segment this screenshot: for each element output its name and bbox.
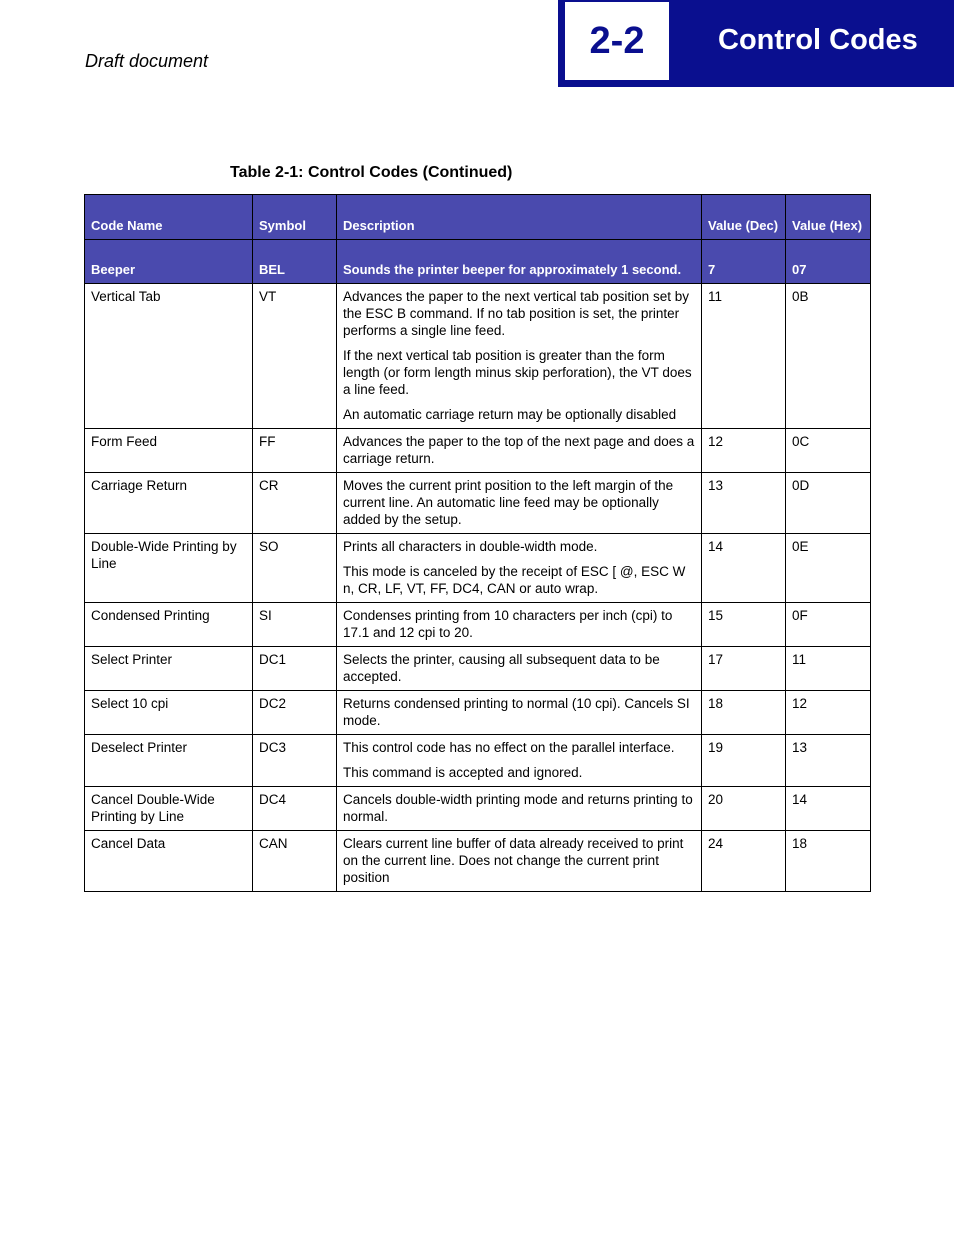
table-row [85,534,871,603]
cell-description [337,534,702,603]
description-paragraph: This mode is canceled by the receipt of ESC [ @, ESC W n, CR, LF, VT, FF, DC4, CAN or auto wrap. [343,564,686,596]
table-caption: Table 2-1: Control Codes (Continued) [230,164,513,181]
table-row [85,647,871,691]
cell-symbol: DC3 [253,735,337,787]
control-codes-table [84,194,871,892]
table-row-highlight [85,240,871,284]
column-header: Value (Hex) [786,195,871,240]
cell-value-hex: 14 [786,787,871,831]
cell-value-hex: 13 [786,735,871,787]
cell-symbol: VT [253,284,337,429]
description-paragraph: Advances the paper to the next vertical tab position set by the ESC B command. If no tab position is set, the printer performs a single line feed. [343,289,689,338]
description-paragraph: This command is accepted and ignored. [343,765,583,780]
cell-code-name: Select 10 cpi [85,691,253,735]
cell-value-dec: 13 [702,473,786,534]
cell-value-hex: 11 [786,647,871,691]
cell-value-hex: 0E [786,534,871,603]
cell-code-name: Vertical Tab [85,284,253,429]
description-paragraph: Clears current line buffer of data already received to print on the current line. Does not change the current print position [343,836,684,885]
cell-description [337,429,702,473]
cell-value-hex: 0C [786,429,871,473]
cell-symbol: CAN [253,831,337,892]
description-paragraph: Prints all characters in double-width mode. [343,539,598,554]
cell-code-name: Condensed Printing [85,603,253,647]
description-paragraph: Selects the printer, causing all subsequent data to be accepted. [343,652,660,684]
cell-symbol: SI [253,603,337,647]
cell-value-dec: 19 [702,735,786,787]
chapter-number: 2-2 [565,2,669,80]
table-row [85,831,871,892]
cell-value-hex: 12 [786,691,871,735]
cell-code-name: Carriage Return [85,473,253,534]
table-header-row [85,195,871,240]
cell-symbol: SO [253,534,337,603]
cell-value-dec: 24 [702,831,786,892]
description-paragraph: If the next vertical tab position is greater than the form length (or form length minus skip perforation), the VT does a line feed. [343,348,692,397]
description-paragraph: An automatic carriage return may be optionally disabled [343,407,677,422]
cell-code-name: Cancel Double-Wide Printing by Line [85,787,253,831]
cell-value-hex: 0B [786,284,871,429]
table-row [85,473,871,534]
cell-symbol: FF [253,429,337,473]
table-row [85,603,871,647]
description-paragraph: Cancels double-width printing mode and returns printing to normal. [343,792,693,824]
cell-description [337,787,702,831]
chapter-title: Control Codes [718,24,918,56]
cell-symbol: DC2 [253,691,337,735]
cell-code-name: Select Printer [85,647,253,691]
cell-value-dec: 15 [702,603,786,647]
description-paragraph: Returns condensed printing to normal (10 cpi). Cancels SI mode. [343,696,690,728]
cell-symbol: CR [253,473,337,534]
description-paragraph: Condenses printing from 10 characters per inch (cpi) to 17.1 and 12 cpi to 20. [343,608,673,640]
column-header: Description [337,195,702,240]
draft-label: Draft document [85,51,209,71]
description-paragraph: Moves the current print position to the left margin of the current line. An automatic line feed may be optionally added by the setup. [343,478,674,527]
cell-value-dec: 12 [702,429,786,473]
cell-symbol: BEL [253,240,337,284]
cell-description [337,691,702,735]
cell-value-hex: 18 [786,831,871,892]
cell-value-hex: 07 [786,240,871,284]
table-row [85,735,871,787]
column-header: Symbol [253,195,337,240]
description-paragraph: Advances the paper to the top of the next page and does a carriage return. [343,434,695,466]
cell-value-dec: 14 [702,534,786,603]
table-row [85,429,871,473]
cell-symbol: DC4 [253,787,337,831]
cell-description [337,735,702,787]
cell-code-name: Double-Wide Printing by Line [85,534,253,603]
cell-code-name: Form Feed [85,429,253,473]
column-header: Value (Dec) [702,195,786,240]
cell-value-dec: 20 [702,787,786,831]
description-paragraph: This control code has no effect on the parallel interface. [343,740,675,755]
table-row [85,787,871,831]
cell-value-dec: 7 [702,240,786,284]
cell-description: Sounds the printer beeper for approximately 1 second. [337,240,702,284]
cell-description [337,473,702,534]
column-header: Code Name [85,195,253,240]
cell-code-name: Deselect Printer [85,735,253,787]
cell-value-dec: 11 [702,284,786,429]
cell-description [337,647,702,691]
cell-code-name: Cancel Data [85,831,253,892]
cell-description [337,284,702,429]
table-row [85,284,871,429]
cell-value-hex: 0F [786,603,871,647]
cell-value-dec: 18 [702,691,786,735]
cell-value-hex: 0D [786,473,871,534]
cell-description [337,603,702,647]
cell-symbol: DC1 [253,647,337,691]
cell-code-name: Beeper [85,240,253,284]
cell-value-dec: 17 [702,647,786,691]
cell-description [337,831,702,892]
table-row [85,691,871,735]
